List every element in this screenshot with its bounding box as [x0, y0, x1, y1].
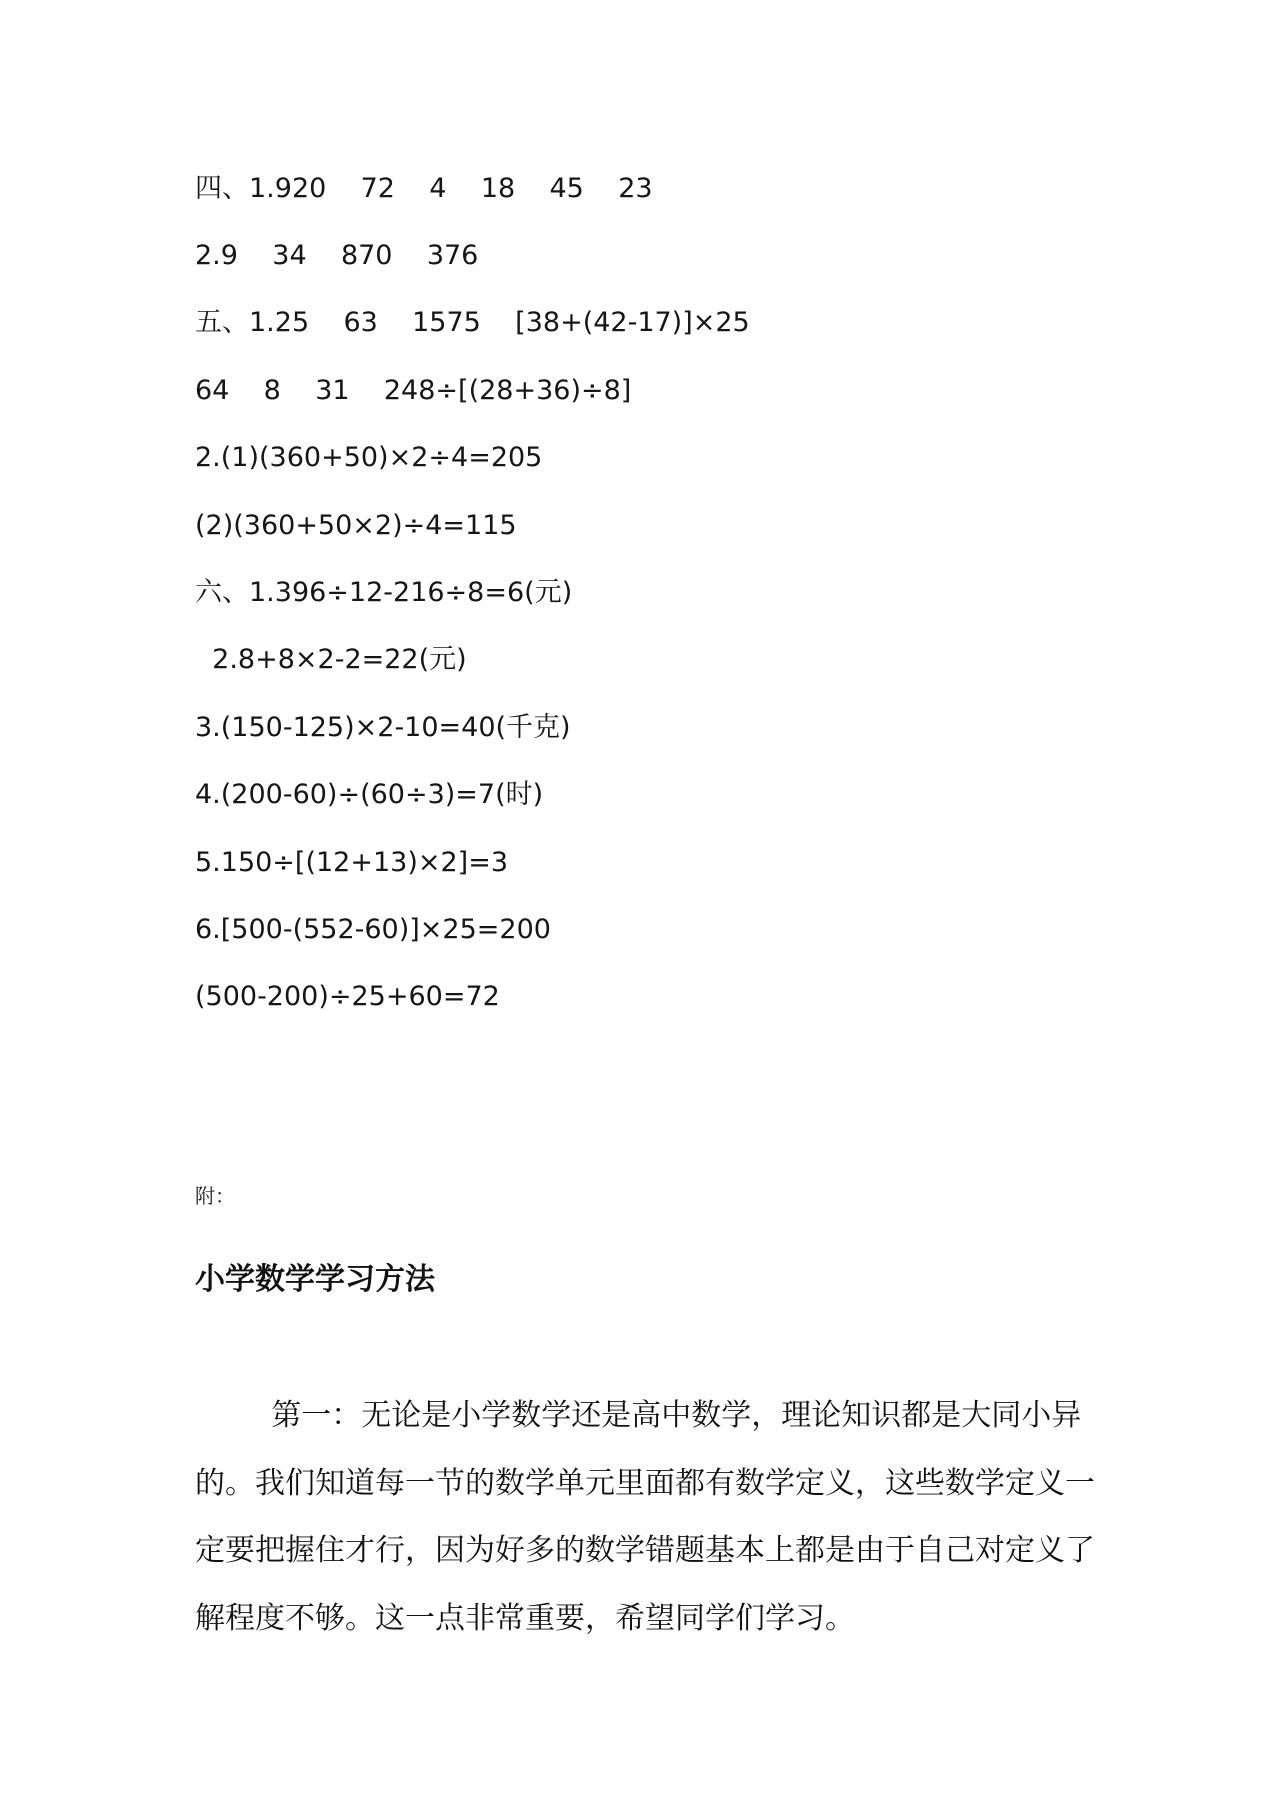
- answer-line: 2.9 34 870 376: [195, 240, 479, 271]
- answer-line: 3.(150-125)×2-10=40(千克): [195, 712, 571, 743]
- answer-line: 2.(1)(360+50)×2÷4=205: [195, 442, 543, 473]
- answer-line: (2)(360+50×2)÷4=115: [195, 510, 517, 541]
- answer-line: (500-200)÷25+60=72: [195, 981, 500, 1012]
- answer-line: 四、1.920 72 4 18 45 23: [195, 173, 653, 204]
- answer-line: 六、1.396÷12-216÷8=6(元): [195, 577, 573, 608]
- answer-line: 6.[500-(552-60)]×25=200: [195, 914, 551, 945]
- answer-line: 2.8+8×2-2=22(元): [195, 644, 467, 675]
- answer-line: 五、1.25 63 1575 [38+(42-17)]×25: [195, 307, 750, 338]
- answer-line: 5.150÷[(12+13)×2]=3: [195, 847, 508, 878]
- answer-line: 4.(200-60)÷(60÷3)=7(时): [195, 779, 544, 810]
- appendix-label: 附：: [195, 1184, 235, 1208]
- paragraph-line: 的。我们知道每一节的数学单元里面都有数学定义，这些数学定义一: [195, 1466, 1095, 1501]
- section-title: 小学数学学习方法: [195, 1262, 435, 1297]
- paragraph-line: 第一：无论是小学数学还是高中数学，理论知识都是大同小异: [195, 1398, 1082, 1433]
- paragraph-line: 定要把握住才行，因为好多的数学错题基本上都是由于自己对定义了: [195, 1533, 1095, 1568]
- paragraph-line: 解程度不够。这一点非常重要，希望同学们学习。: [195, 1601, 855, 1636]
- answer-line: 64 8 31 248÷[(28+36)÷8]: [195, 375, 632, 406]
